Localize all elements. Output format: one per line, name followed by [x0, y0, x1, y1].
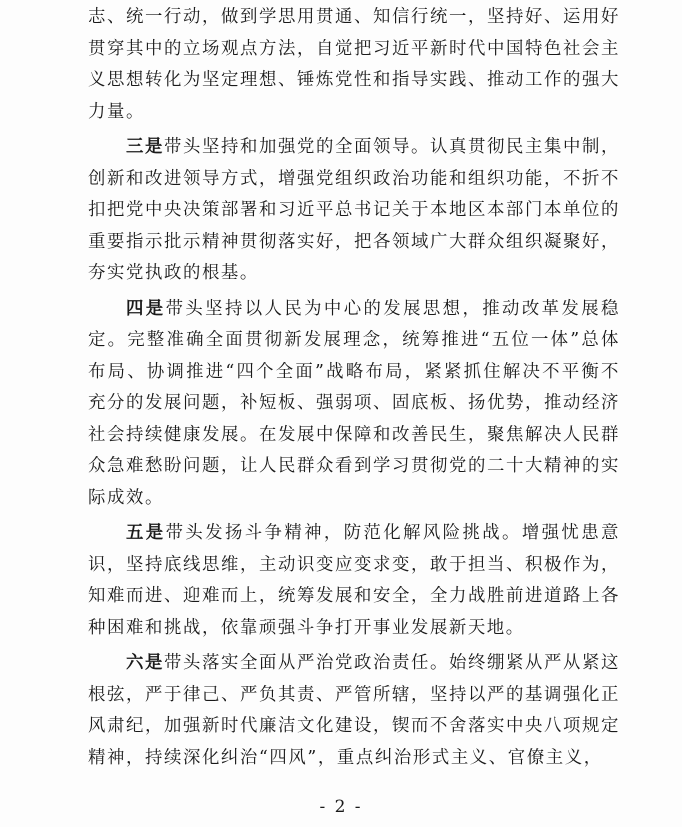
paragraph-text: 带头落实全面从严治党政治责任。始终绷紧从严从紧这根弦，严于律己、严负其责、严管所辖，坚持以严的基调强化正风肃纪，加强新时代廉洁文化建设，锲而不舍落实中央八项规定精神，持续深化纠治“四风”，重点纠治形式主义、官僚主义， — [88, 653, 621, 768]
paragraph-point-six — [88, 648, 620, 774]
paragraph-lead: 五是 — [126, 523, 166, 543]
paragraph-text: 带头坚持和加强党的全面领导。认真贯彻民主集中制，创新和改进领导方式，增强党组织政治功能和组织功能，不折不扣把党中央决策部署和习近平总书记关于本地区本部门本单位的重要指示批示精神贯彻落实好，把各领域广大群众组织凝聚好，夯实党执政的根基。 — [88, 137, 621, 283]
paragraph-point-four — [88, 294, 620, 515]
paragraph-point-five — [88, 518, 620, 644]
paragraph-lead: 四是 — [126, 298, 166, 319]
paragraph-lead: 三是 — [126, 137, 165, 157]
paragraph-continuation — [88, 2, 620, 128]
page-number: - 2 - — [319, 797, 363, 817]
paragraph-lead: 六是 — [126, 653, 165, 673]
document-body — [88, 2, 620, 778]
paragraph-text: 志、统一行动，做到学思用贯通、知信行统一，坚持好、运用好贯穿其中的立场观点方法，自觉把习近平新时代中国特色社会主义思想转化为坚定理想、锤炼党性和指导实践、推动工作的强大力量。 — [88, 7, 620, 122]
paragraph-point-three — [88, 132, 620, 290]
paragraph-text: 带头发扬斗争精神，防范化解风险挑战。增强忧患意识，坚持底线思维，主动识变应变求变，敢于担当、积极作为，知难而进、迎难而上，统筹发展和安全，全力战胜前进道路上各种困难和挑战，依靠顽强斗争打开事业发展新天地。 — [88, 523, 620, 638]
paragraph-text: 带头坚持以人民为中心的发展思想，推动改革发展稳定。完整准确全面贯彻新发展理念，统筹推进“五位一体”总体布局、协调推进“四个全面”战略布局，紧紧抓住解决不平衡不充分的发展问题，补短板、强弱项、固底板、扬优势，推动经济社会持续健康发展。在发展中保障和改善民生，聚焦解决人民群众急难愁盼问题，让人民群众看到学习贯彻党的二十大精神的实际成效。 — [88, 298, 620, 508]
